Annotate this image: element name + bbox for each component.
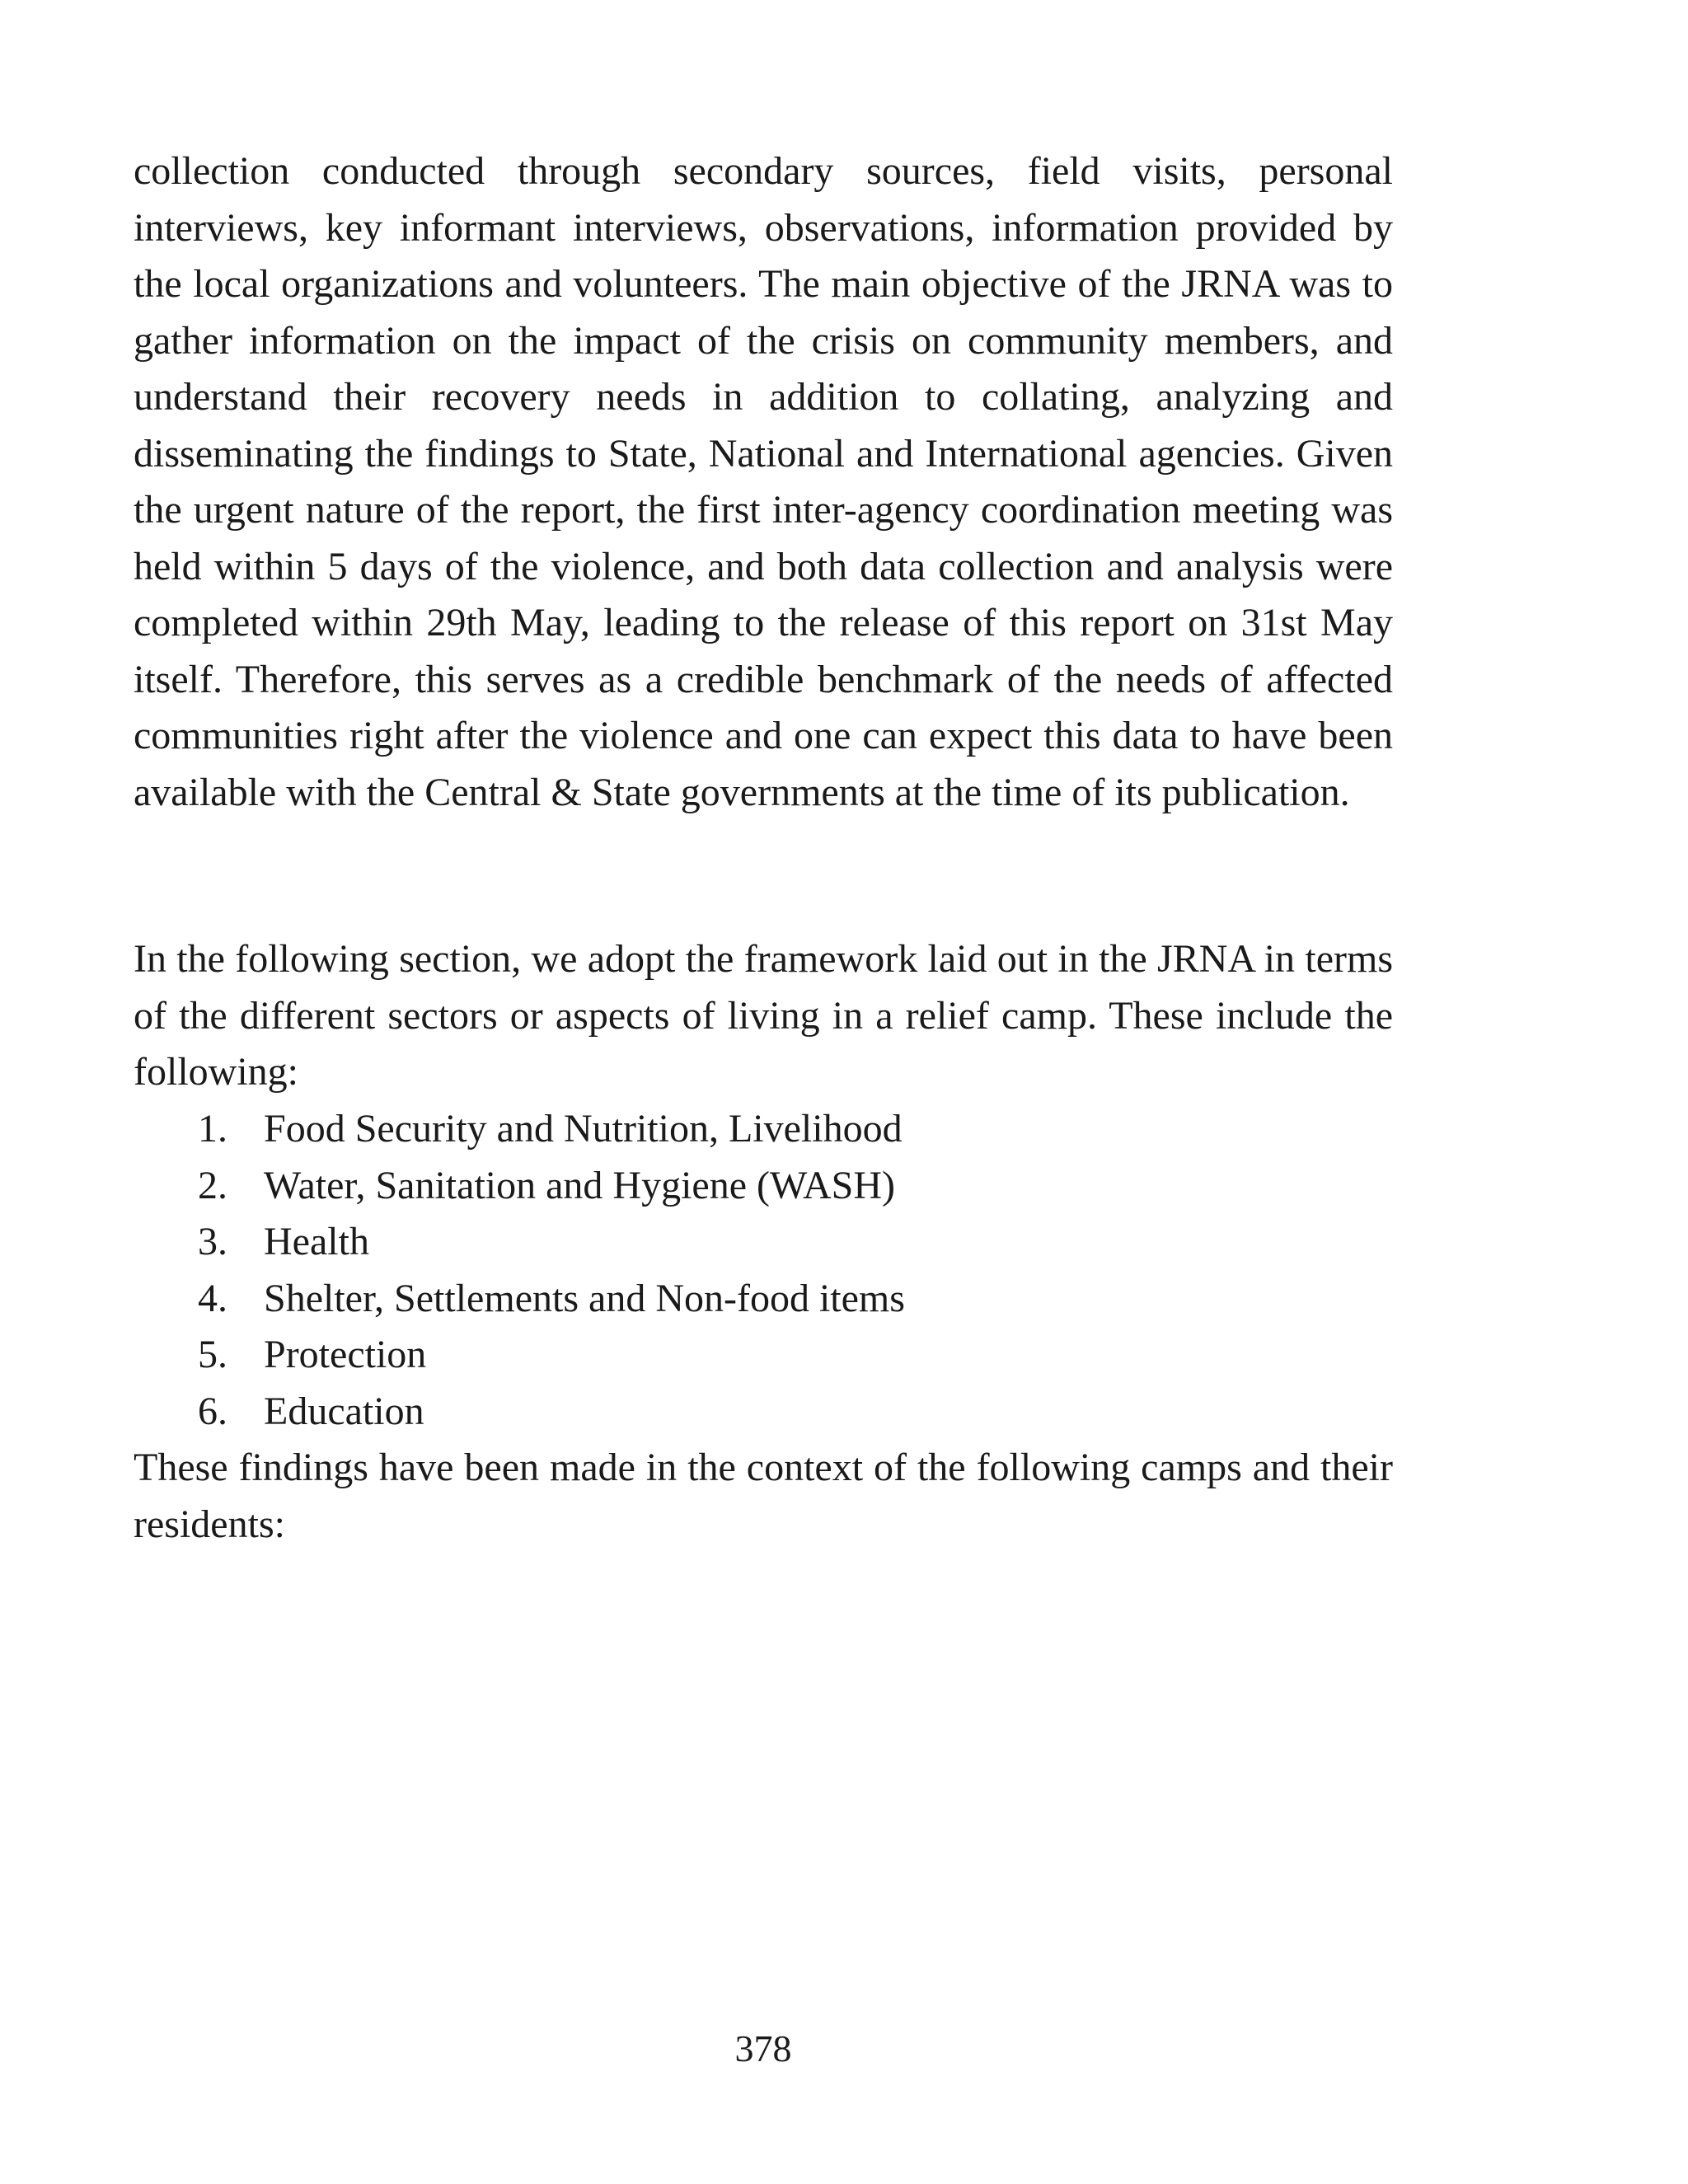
list-item bbox=[198, 1271, 905, 1328]
list-item bbox=[198, 1158, 905, 1215]
body-paragraph-framework-intro: In the following section, we adopt the framework laid out in the JRNA in terms of the different sectors or aspects of living in a relief camp. These include the following: bbox=[134, 937, 1393, 1094]
list-item-label: Food Security and Nutrition, Livelihood bbox=[264, 1107, 903, 1151]
list-item bbox=[198, 1384, 905, 1441]
list-item bbox=[198, 1327, 905, 1384]
list-item bbox=[198, 1101, 905, 1158]
body-paragraph-jrna-overview: collection conducted through secondary sources, field visits, personal interviews, key informant interviews, observations, information provided by the local organizations and volunteers. The main objective of the JRNA was to gather information on the impact of the crisis on community members, and understand their recovery needs in addition to collating, analyzing and disseminating the findings to State, National and International agencies. Given the urgent nature of the report, the first inter-agency coordination meeting was held within 5 days of the violence, and both data collection and analysis were completed within 29th May, leading to the release of this report on 31st May itself. Therefore, this serves as a credible benchmark of the needs of affected communities right after the violence and one can expect this data to have been available with the Central & State governments at the time of its publication. bbox=[134, 149, 1393, 814]
list-item-number: 2. bbox=[198, 1163, 227, 1207]
list-item-label: Protection bbox=[264, 1333, 427, 1376]
list-item-label: Education bbox=[264, 1389, 424, 1433]
page-number: 378 bbox=[734, 2027, 792, 2069]
body-paragraph-camps-context: These findings have been made in the context of the following camps and their residents: bbox=[134, 1446, 1393, 1546]
list-item-number: 3. bbox=[198, 1220, 227, 1263]
list-item-label: Shelter, Settlements and Non-food items bbox=[264, 1276, 905, 1320]
list-item-label: Health bbox=[264, 1220, 369, 1263]
list-item-label: Water, Sanitation and Hygiene (WASH) bbox=[264, 1163, 896, 1207]
list-item-number: 1. bbox=[198, 1107, 227, 1151]
list-item-number: 5. bbox=[198, 1333, 227, 1376]
list-item-number: 6. bbox=[198, 1389, 227, 1433]
sector-list bbox=[198, 1101, 905, 1440]
list-item-number: 4. bbox=[198, 1276, 227, 1320]
list-item bbox=[198, 1214, 905, 1271]
